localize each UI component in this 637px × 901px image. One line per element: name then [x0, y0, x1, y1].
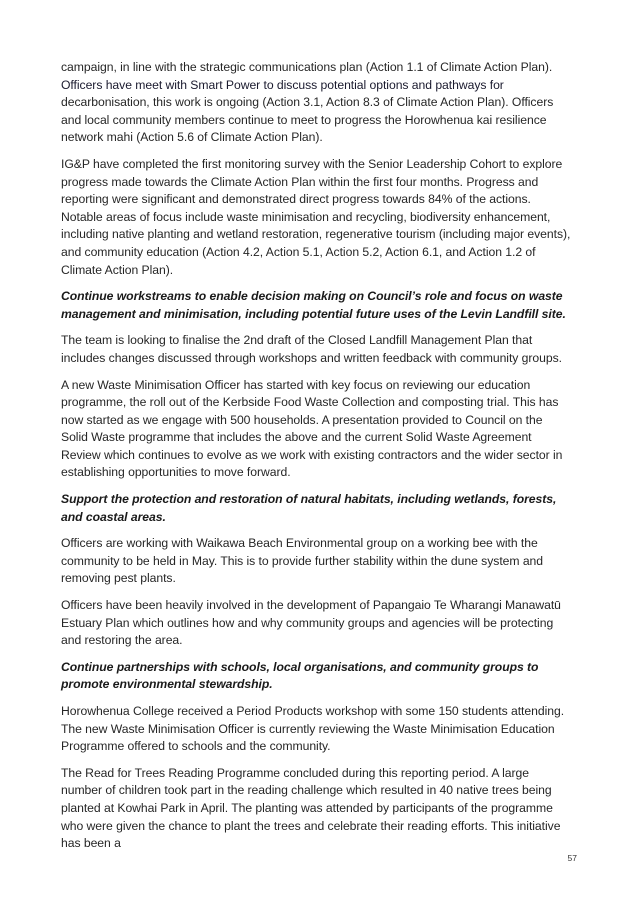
paragraph-horowhenua-college: Horowhenua College received a Period Products workshop with some 150 students attending. The new Waste Minimisation Officer is currently reviewing the Waste Minimisation Education Programme offered to schools and the community. [61, 704, 565, 754]
paragraph-read-for-trees: The Read for Trees Reading Programme concluded during this reporting period. A large number of children took part in the reading challenge which resulted in 40 native trees being planted at Kowhai Park in April. The planting was attended by participants of the programme who were given the chance to plant the trees and celebrate their reading efforts. This initiative has been a [61, 765, 561, 851]
page-number: 57 [567, 853, 577, 863]
paragraph-climate-campaign [61, 59, 571, 147]
paragraph-climate-campaign-end: decarbonisation, this work is ongoing (Action 3.1, Action 8.3 of Climate Action Plan). Officers and local community members continue to meet to progress the Horowhenua kai resilience network mahi (Action 5.6 of Climate Action Plan). [61, 95, 554, 145]
paragraph-estuary-plan: Officers have been heavily involved in the development of Papangaio Te Wharangi Manawatū Estuary Plan which outlines how and why community groups and agencies will be protecting and restoring the area. [61, 598, 561, 648]
paragraph-closed-landfill-plan: The team is looking to finalise the 2nd draft of the Closed Landfill Management Plan that includes changes discussed through workshops and written feedback with community groups. [61, 333, 562, 365]
paragraph-climate-campaign-start: campaign, in line with the strategic communications plan (Action 1.1 of Climate Action Plan). [61, 60, 553, 74]
heading-partnerships: Continue partnerships with schools, local organisations, and community groups to promote environmental stewardship. [61, 659, 539, 692]
paragraph-monitoring-survey: IG&P have completed the first monitoring survey with the Senior Leadership Cohort to explore progress made towards the Climate Action Plan within the first four months. Progress and reporting were significant and demonstrated direct progress towards 84% of the actions. Notable areas of focus include waste minimisation and recycling, biodiversity enhancement, including native planting and wetland restoration, regenerative tourism (including major events), and community education (Action 4.2, Action 5.1, Action 5.2, Action 6.1, and Action 1.2 of Climate Action Plan). [61, 156, 571, 277]
paragraph-waikawa-beach: Officers are working with Waikawa Beach Environmental group on a working bee with the community to be held in May. This is to provide further stability within the dune system and removing pest plants. [61, 536, 544, 586]
smart-power-highlight: Officers have meet with Smart Power to discuss potential options and pathways for [61, 77, 504, 92]
paragraph-waste-minimisation-officer: A new Waste Minimisation Officer has started with key focus on reviewing our education programme, the roll out of the Kerbside Food Waste Collection and composting trial. This has now started as we engage with 500 households. A presentation provided to Council on the Solid Waste programme that includes the above and the current Solid Waste Agreement Review which continues to evolve as we work with existing contractors and the wider sector in establishing opportunities to move forward. [61, 377, 563, 480]
document-page [61, 59, 571, 862]
heading-natural-habitats: Support the protection and restoration of natural habitats, including wetlands, forests, and coastal areas. [61, 492, 557, 524]
heading-waste-workstreams: Continue workstreams to enable decision making on Council’s role and focus on waste management and minimisation, including potential future uses of the Levin Landfill site. [61, 289, 566, 321]
